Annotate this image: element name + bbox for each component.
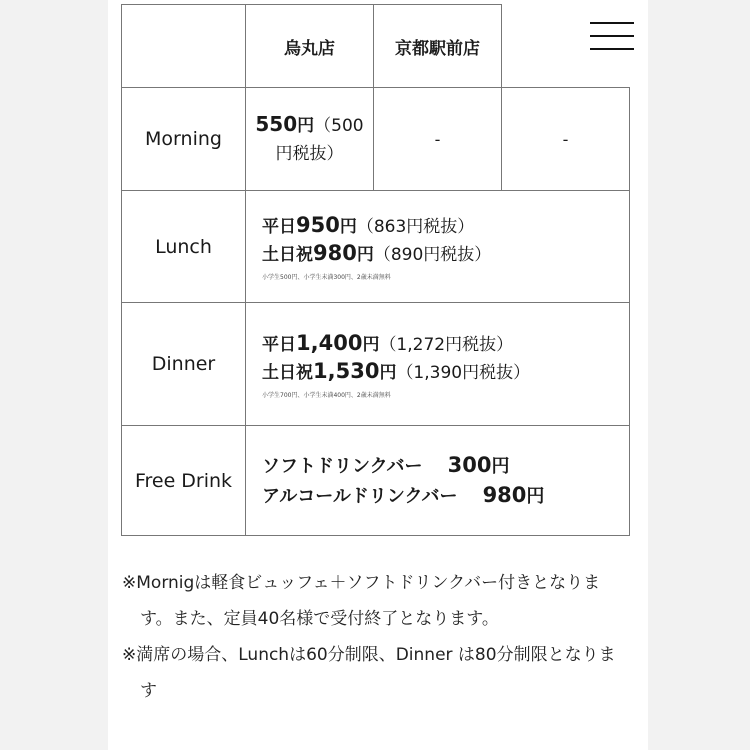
note-morning: ※Mornigは軽食ビュッフェ＋ソフトドリンクバー付きとなります。また、定員40名様で受付終了となります。 [122, 573, 601, 629]
dinner-weekday-prefix: 平日 [262, 334, 296, 355]
lunch-weekday-line [262, 212, 629, 240]
free-drink-price-cell [245, 425, 630, 536]
morning-third-dash: - [562, 129, 569, 149]
alcohol-drink-line [262, 481, 629, 511]
dinner-weekday-line [262, 330, 629, 358]
alcohol-drink-name: アルコールドリンクバー [262, 485, 458, 507]
lunch-weekday-tax: （863円税抜） [356, 217, 475, 237]
dinner-weekend-unit: 円 [379, 362, 397, 383]
lunch-label: Lunch [155, 235, 212, 258]
row-label-morning [121, 87, 246, 191]
lunch-weekday-unit: 円 [339, 217, 357, 237]
soft-drink-unit: 円 [491, 455, 510, 477]
dinner-weekend-line [262, 358, 629, 386]
header-karasuma [245, 4, 374, 88]
lunch-child-note: 小学生500円、小学生未満300円、2歳未満無料 [262, 274, 391, 281]
dinner-weekday-amount: 1,400 [296, 330, 363, 355]
row-label-lunch [121, 190, 246, 303]
dinner-weekend-tax: （1,390円税抜） [396, 362, 531, 383]
morning-tax-open: （500 [314, 116, 364, 136]
morning-third-price [501, 87, 630, 191]
dinner-price-cell [245, 302, 630, 426]
morning-karasuma-price [245, 87, 374, 191]
lunch-weekday-amount: 950 [296, 213, 340, 237]
soft-drink-line [262, 451, 629, 481]
dinner-label: Dinner [151, 353, 216, 375]
row-label-free-drink [121, 425, 246, 536]
lunch-weekend-line [262, 240, 629, 268]
hamburger-menu-icon[interactable] [590, 22, 634, 50]
morning-tax-close: 円税抜） [275, 144, 344, 164]
dinner-weekday-tax: （1,272円税抜） [379, 334, 514, 355]
lunch-price-cell [245, 190, 630, 303]
dinner-weekday-unit: 円 [362, 334, 380, 355]
notes-section [122, 565, 632, 709]
alcohol-drink-unit: 円 [526, 485, 545, 507]
lunch-weekend-unit: 円 [356, 245, 374, 265]
header-kyoto-station-label: 京都駅前店 [395, 38, 480, 59]
lunch-weekend-prefix: 土日祝 [262, 245, 313, 265]
free-drink-label: Free Drink [134, 469, 233, 492]
morning-kyoto-dash: - [434, 129, 441, 149]
lunch-weekend-amount: 980 [313, 241, 357, 265]
lunch-weekday-prefix: 平日 [262, 217, 296, 237]
soft-drink-amount: 300 [447, 452, 492, 477]
morning-unit: 円 [297, 116, 315, 136]
header-empty-cell [121, 4, 246, 88]
dinner-child-note: 小学生700円、小学生未満400円、2歳未満無料 [262, 391, 391, 399]
alcohol-drink-amount: 980 [482, 482, 527, 507]
dinner-weekend-prefix: 土日祝 [262, 362, 313, 383]
header-kyoto-station [373, 4, 502, 88]
morning-label: Morning [145, 128, 222, 150]
lunch-weekend-tax: （890円税抜） [373, 245, 492, 265]
row-label-dinner [121, 302, 246, 426]
note-time-limit: ※満席の場合、Lunchは60分制限、Dinner は80分制限となります [122, 645, 616, 701]
dinner-weekend-amount: 1,530 [313, 358, 380, 383]
soft-drink-name: ソフトドリンクバー [262, 455, 423, 477]
morning-amount: 550 [255, 112, 298, 136]
header-karasuma-label: 烏丸店 [284, 38, 335, 59]
morning-kyoto-station-price [373, 87, 502, 191]
